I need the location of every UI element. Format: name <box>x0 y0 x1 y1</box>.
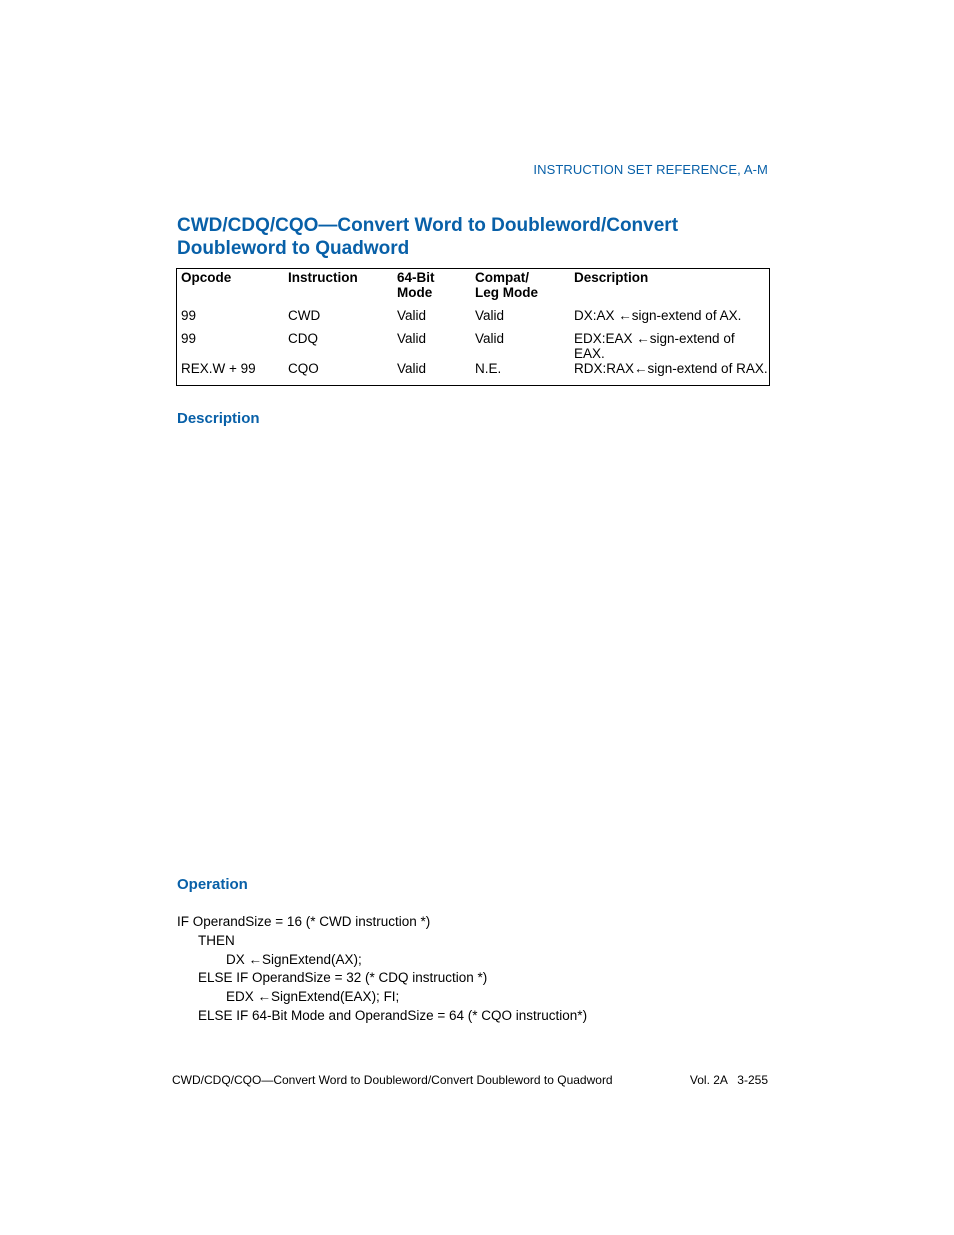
footer-page-number: 3-255 <box>737 1073 768 1087</box>
header-64bit-mode-line1: 64-Bit <box>397 270 435 285</box>
cell-64bit-mode: Valid <box>397 361 427 376</box>
header-opcode: Opcode <box>181 270 232 285</box>
header-instruction: Instruction <box>288 270 358 285</box>
cell-description: EDX:EAX ←sign-extend of EAX. <box>574 331 735 361</box>
operation-code-block <box>177 913 587 1026</box>
header-compat-mode <box>471 269 570 309</box>
cell-compat-mode: N.E. <box>475 361 502 376</box>
footer-page-info <box>690 1073 768 1087</box>
cell-opcode: 99 <box>181 331 197 346</box>
header-compat-mode-line1: Compat/ <box>475 270 529 285</box>
opcode-table <box>176 268 770 386</box>
operation-line: THEN <box>198 932 235 948</box>
cell-compat-mode: Valid <box>475 308 505 323</box>
operation-line: IF OperandSize = 16 (* CWD instruction *) <box>177 914 431 929</box>
header-compat-mode-line2: Leg Mode <box>475 285 538 300</box>
cell-description: DX:AX ←sign-extend of AX. <box>574 308 742 323</box>
operation-line: ELSE IF OperandSize = 32 (* CDQ instruction *) <box>198 970 488 986</box>
cell-instruction: CQO <box>288 361 319 376</box>
operation-line: ELSE IF 64-Bit Mode and OperandSize = 64 (* CQO instruction*) <box>198 1007 588 1023</box>
footer-volume: Vol. 2A <box>689 1073 728 1087</box>
cell-description: RDX:RAX←sign-extend of RAX. <box>574 361 768 376</box>
cell-compat-mode: Valid <box>475 331 505 346</box>
header-64bit-mode-line2: Mode <box>397 285 433 300</box>
operation-line: EDX ←SignExtend(EAX); FI; <box>226 989 400 1005</box>
operation-line: DX ←SignExtend(AX); <box>226 951 362 967</box>
running-header: INSTRUCTION SET REFERENCE, A-M <box>533 162 768 177</box>
cell-64bit-mode: Valid <box>397 308 427 323</box>
cell-instruction: CDQ <box>288 331 318 346</box>
cell-64bit-mode: Valid <box>397 331 427 346</box>
cell-instruction: CWD <box>288 308 321 323</box>
table-row <box>177 361 770 386</box>
table-row <box>177 331 770 361</box>
description-heading: Description <box>177 410 260 427</box>
page-title: CWD/CDQ/CQO—Convert Word to Doubleword/Convert Doubleword to Quadword <box>177 215 679 259</box>
table-row <box>177 308 770 331</box>
footer-title: CWD/CDQ/CQO—Convert Word to Doubleword/Convert Doubleword to Quadword <box>172 1073 613 1087</box>
operation-heading: Operation <box>177 876 248 893</box>
header-description: Description <box>574 270 649 285</box>
table-header-row <box>177 269 770 309</box>
cell-opcode: 99 <box>181 308 197 323</box>
header-64bit-mode <box>393 269 471 309</box>
cell-opcode: REX.W + 99 <box>181 361 256 376</box>
